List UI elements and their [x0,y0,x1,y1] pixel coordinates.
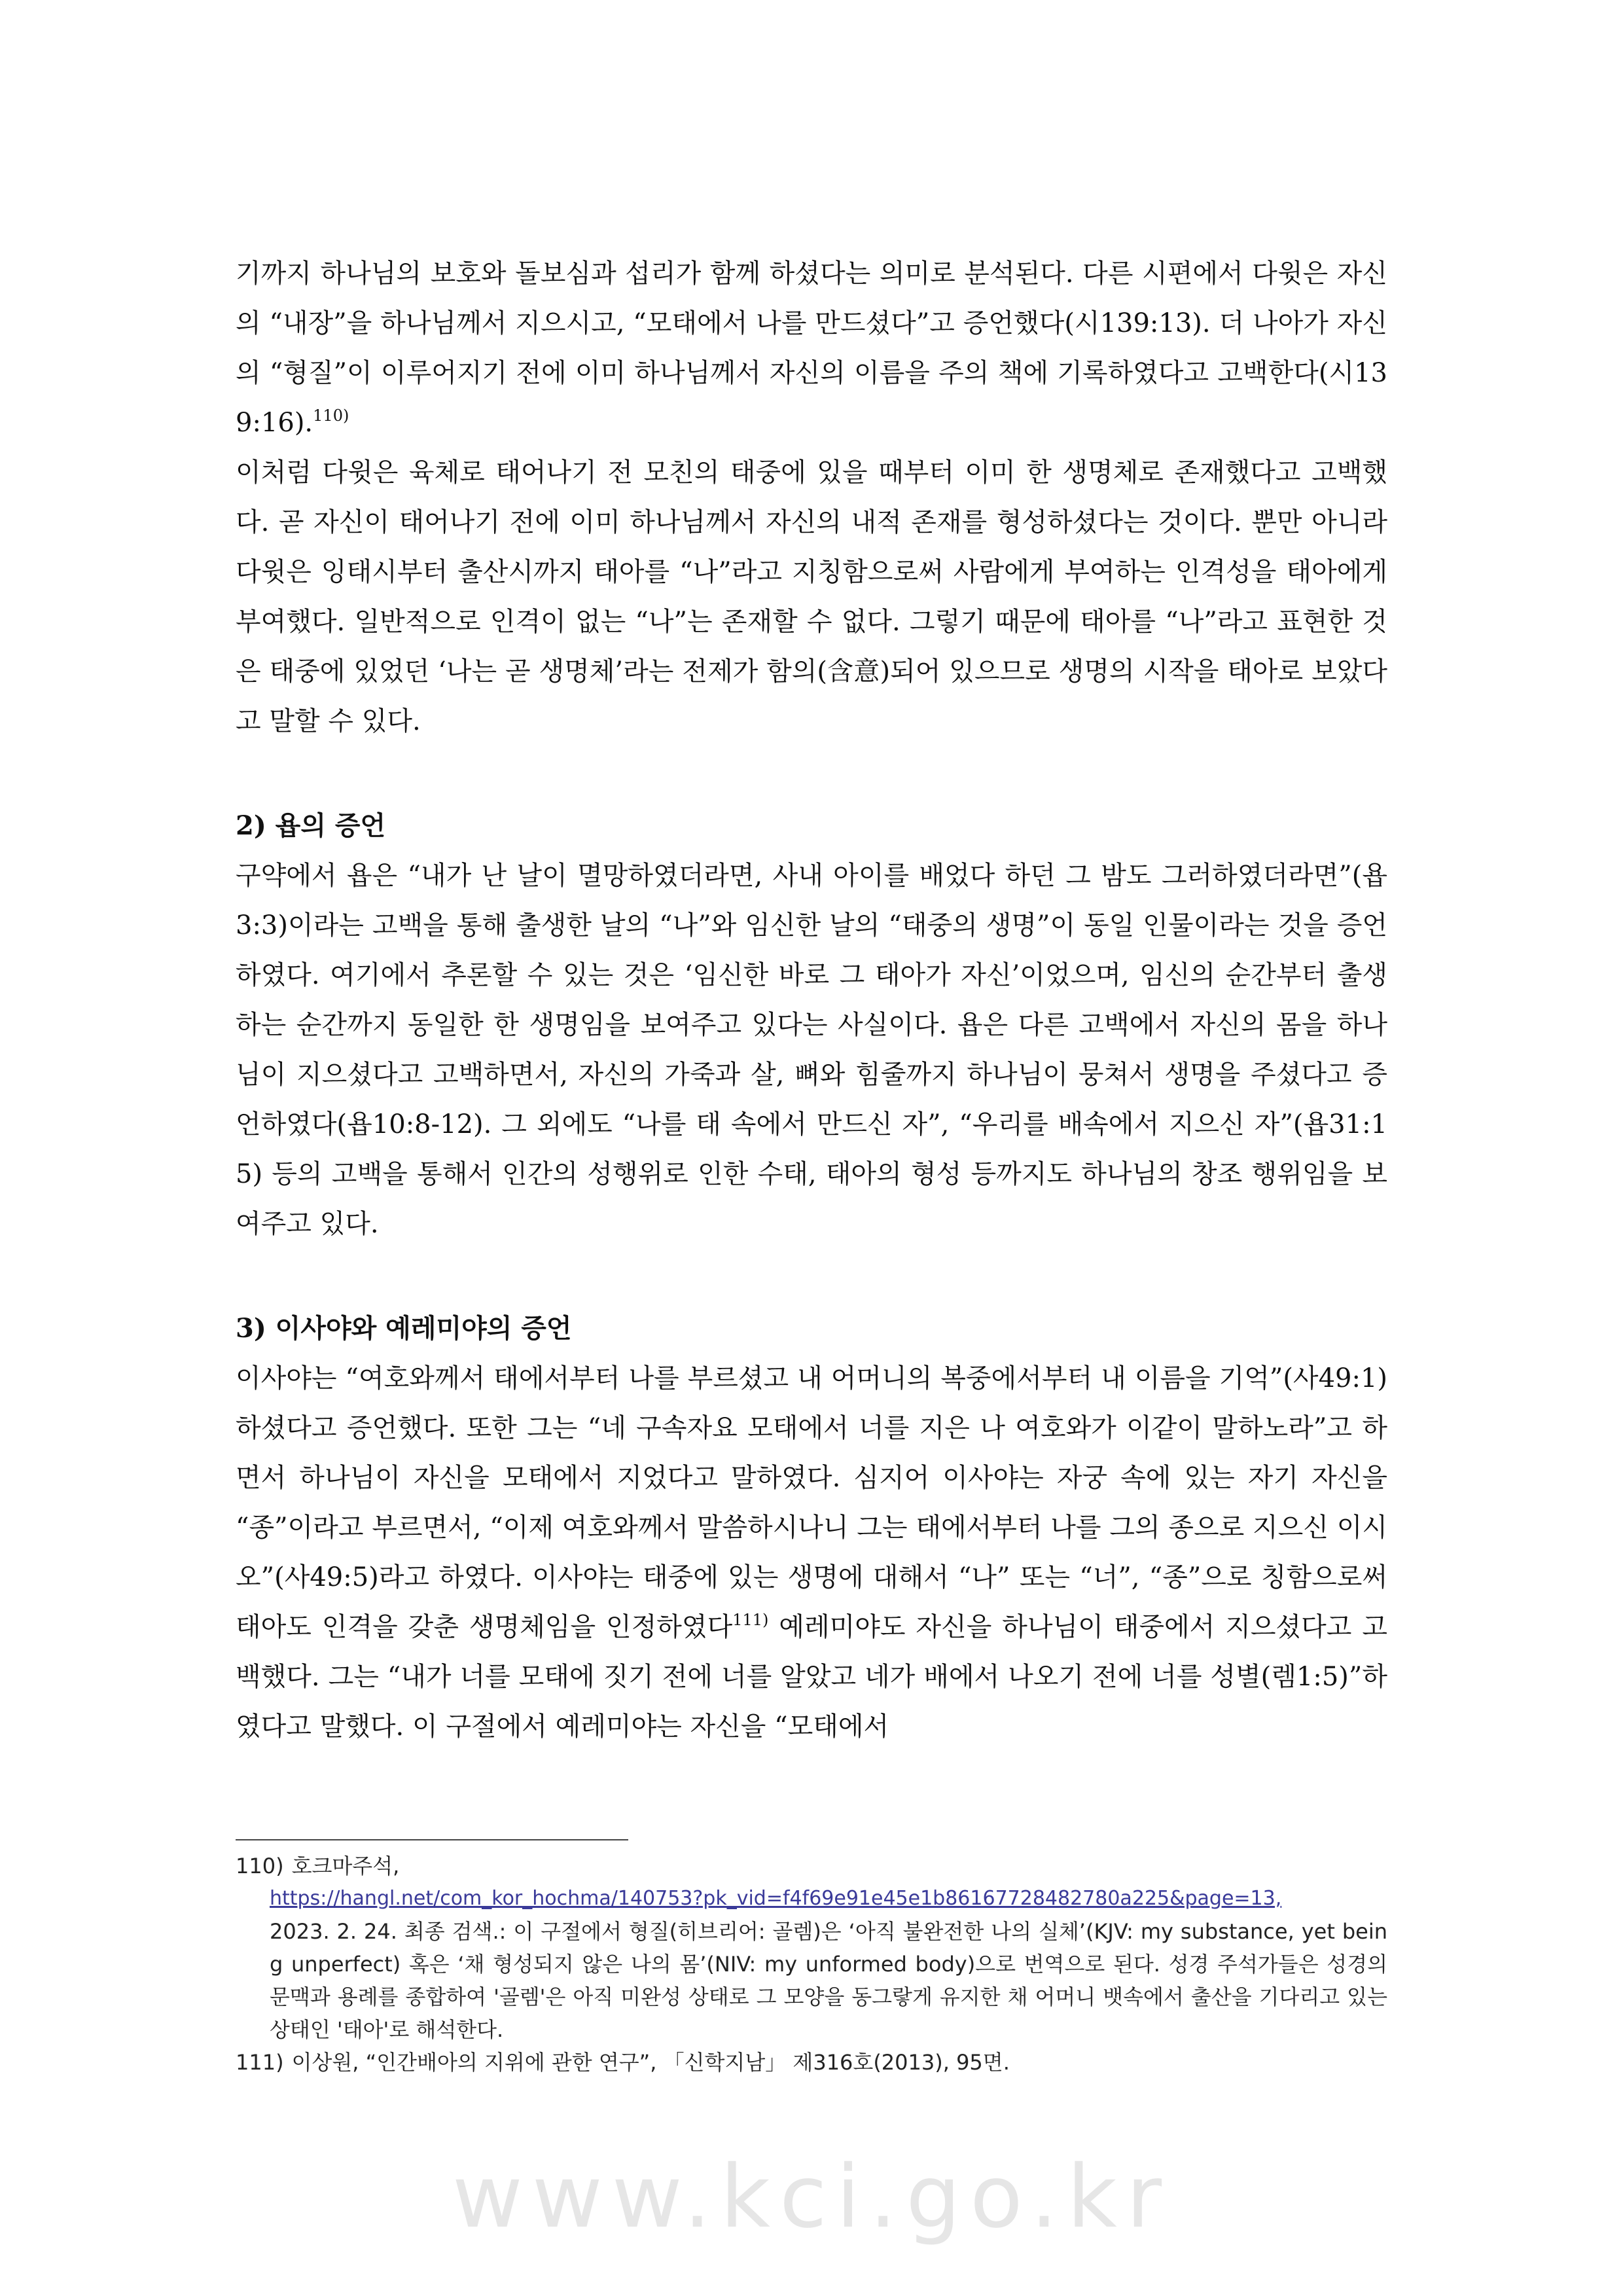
paragraph-2: 이처럼 다윗은 육체로 태어나기 전 모친의 태중에 있을 때부터 이미 한 생명체로 존재했다고 고백했다. 곧 자신이 태어나기 전에 이미 하나님께서 자신의 내적 존재를 형성하셨다는 것이다. 뿐만 아니라 다윗은 잉태시부터 출산시까지 태아를 “나”라고 지칭함으로써 사람에게 부여하는 인격성을 태아에게 부여했다. 일반적으로 인격이 없는 “나”는 존재할 수 없다. 그렇기 때문에 태아를 “나”라고 표현한 것은 태중에 있었던 ‘나는 곧 생명체’라는 전제가 함의(含意)되어 있으므로 생명의 시작을 태아로 보았다고 말할 수 있다. [236,457,1387,736]
watermark: www.kci.go.kr [452,2147,1171,2248]
paragraph-4-text-a: 이사야는 “여호와께서 태에서부터 나를 부르셨고 내 어머니의 복중에서부터 내 이름을 기억”(사49:1)하셨다고 증언했다. 또한 그는 “네 구속자요 모태에서 너를 지은 나 여호와가 이같이 말하노라”고 하면서 하나님이 자신을 모태에서 지었다고 말하였다. 심지어 이사야는 자궁 속에 있는 자기 자신을 “종”이라고 부르면서, “이제 여호와께서 말씀하시나니 그는 태에서부터 나를 그의 종으로 지으신 이시오”(사49:5)라고 하였다. 이사야는 태중에 있는 생명에 대해서 “나” 또는 “너”, “종”으로 칭함으로써 태아도 인격을 갖춘 생명체임을 인정하였다 [236,1363,1387,1642]
main-text [236,249,1387,1751]
footnote-110-number: 110) [236,1854,284,1878]
footnote-divider [236,1839,628,1840]
paragraph-3: 구약에서 욥은 “내가 난 날이 멸망하였더라면, 사내 아이를 배었다 하던 그 밤도 그러하였더라면”(욥3:3)이라는 고백을 통해 출생한 날의 “나”와 임신한 날의 “태중의 생명”이 동일 인물이라는 것을 증언하였다. 여기에서 추론할 수 있는 것은 ‘임신한 바로 그 태아가 자신’이었으며, 임신의 순간부터 출생하는 순간까지 동일한 한 생명임을 보여주고 있다는 사실이다. 욥은 다른 고백에서 자신의 몸을 하나님이 지으셨다고 고백하면서, 자신의 가죽과 살, 뼈와 힘줄까지 하나님이 뭉쳐서 생명을 주셨다고 증언하였다(욥10:8-12). 그 외에도 “나를 태 속에서 만드신 자”, “우리를 배속에서 지으신 자”(욥31:15) 등의 고백을 통해서 인간의 성행위로 인한 수태, 태아의 형성 등까지도 하나님의 창조 행위임을 보여주고 있다. [236,861,1387,1239]
footnote-110-body: 2023. 2. 24. 최종 검색.: 이 구절에서 형질(히브리어: 골렘)은 ‘아직 불완전한 나의 실체’(KJV: my substance, yet being unperfect) 혹은 ‘채 형성되지 않은 나의 몸’(NIV: my unformed body)으로 번역으로 된다. 성경 주석가들은 성경의 문맥과 용례를 종합하여 '골렘'은 아직 미완성 상태로 그 모양을 동그랗게 유지한 채 어머니 뱃속에서 출산을 기다리고 있는 상태인 '태아'로 해석한다. [270,1919,1387,2042]
paragraph-1 [236,249,1387,448]
footnote-110-link[interactable]: https://hangl.net/com_kor_hochma/140753?pk_vid=f4f69e91e45e1b86167728482780a225&page=13, [270,1887,1282,1910]
footnotes [236,1850,1387,2079]
footnote-ref-110[interactable]: 110) [313,406,349,425]
paragraph-1-text: 기까지 하나님의 보호와 돌보심과 섭리가 함께 하셨다는 의미로 분석된다. 다른 시편에서 다윗은 자신의 “내장”을 하나님께서 지으시고, “모태에서 나를 만드셨다”고 증언했다(시139:13). 더 나아가 자신의 “형질”이 이루어지기 전에 이미 하나님께서 자신의 이름을 주의 책에 기록하였다고 고백한다(시139:16). [236,259,1387,438]
footnote-ref-111[interactable]: 111) [732,1611,769,1629]
paragraph-4-text-b: 예레미야도 자신을 하나님이 태중에서 지으셨다고 고백했다. 그는 “내가 너를 모태에 짓기 전에 너를 알았고 네가 배에서 나오기 전에 너를 성별(렘1:5)”하였다고 말했다. 이 구절에서 예레미야는 자신을 “모태에서 [236,1612,1387,1742]
section-heading-isaiah-jeremiah: 3) 이사야와 예레미야의 증언 [236,1313,572,1344]
section-heading-job: 2) 욥의 증언 [236,810,386,841]
footnote-110-author: 호크마주석, [291,1854,400,1878]
footnote-111 [236,2046,1387,2079]
footnote-110 [236,1850,1387,1882]
footnote-111-number: 111) [236,2050,284,2075]
footnote-111-body: 이상원, “인간배아의 지위에 관한 연구”, 「신학지남」 제316호(2013), 95면. [291,2050,1010,2075]
paragraph-4 [236,1354,1387,1751]
